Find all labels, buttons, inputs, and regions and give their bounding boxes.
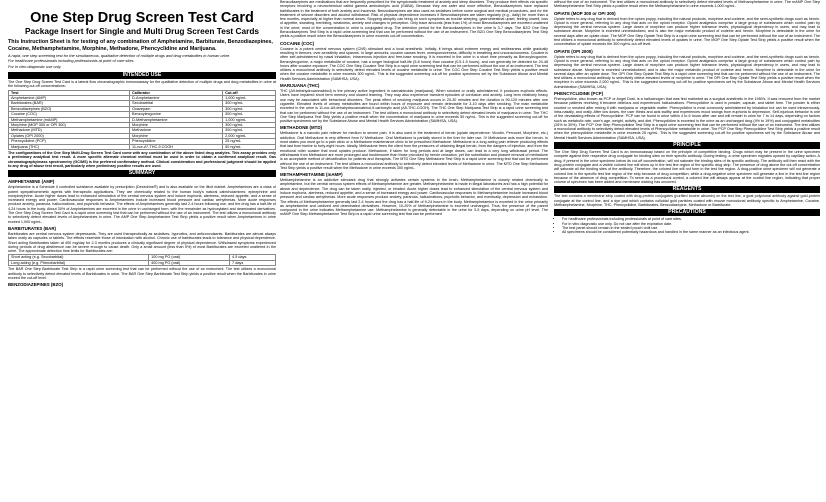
cutoff-table — [8, 90, 276, 150]
table-cell: Marijuana (THC) — [9, 144, 130, 149]
mtd-heading: METHADONE (MTD) — [280, 125, 322, 131]
table-cell: Cocaine (COC) — [9, 112, 130, 117]
intended-use-text: The One Step Drug Screen Test Card is a lateral flow chromatographic immunoassay for the qualitative detection of multiple drugs and drug metabolites in urine at the following cut-off concentrations: — [8, 79, 276, 89]
list-item: • All specimens should be considered potentially hazardous and handled in the same manner as an infectious agent. — [562, 230, 820, 234]
intro-statement: This Instruction Sheet is for testing of any combination of Amphetamine, Barbiturate, Benzodiazepines, Cocaine, Methamphetamine, Morphine, Methadone, Phencyclidine and Marijuana. — [8, 39, 273, 52]
table-cell: Opiates (OPI 2000) — [9, 133, 130, 138]
list-item: • For in vitro diagnostic use only. Do not use after the expiration date. — [562, 222, 820, 226]
pcp-text: Phencyclidine, also known as PCP or Angel Dust, is a hallucinogen that was first marketed as a surgical anesthetic in the 1950's. It was removed from the market because patients receiving it became delirious and experienced hallucinations. Phencyclidine is used in powder, capsule, and tablet form. The powder is either snorted or smoked after mixing it with marijuana or vegetable matter. Phencyclidine is most commonly administered by inhalation but can be used intravenously, intra-nasally, and orally. After low doses, the user thinks and acts swiftly and experiences mood swings from euphoria to depression. Self-injurious behavior is one of the devastating effects of Phencyclidine. PCP can be found in urine within 4 to 6 hours after use and will remain in urine for 7 to 14 days, depending on factors such as metabolic rate, user's age, weight, activity, and diet. Phencyclidine is excreted in the urine as an unchanged drug (4% to 19%) and conjugated metabolites (25% to 30%). The PCP One Step Phencyclidine Test Strip is a rapid urine screening test that can be performed without the use of an instrument. The test utilizes a monoclonal antibody to selectively detect elevated levels of Phencyclidine metabolite in urine. The PCP One Step Phencyclidine Test Strip yields a positive result when the phencyclidine metabolite in urine exceeds 25 ng/mL. This is the suggested screening cut-off for positive specimens set by the Substance Abuse and Mental Health Services Administration (SAMHSA, USA). — [554, 97, 820, 140]
table-row — [9, 106, 276, 111]
coc-text: Cocaine is a potent central nervous system (CNS) stimulant and a local anesthetic. Initially, it brings about extreme energy and restlessness while gradually resulting in tremors, over-sensitivity and spasms. In large amounts, cocaine causes fever, unresponsiveness, difficulty in breathing and unconsciousness. Cocaine is often self-administered by nasal inhalation, intravenous injection and free-base smoking. It is excreted in the urine in a short time primarily as Benzoylecgonine. Benzoylecgonine, a major metabolite of cocaine, has a longer biological half-life (5-8 hours) than cocaine (0.5-1.5 hours), and can generally be detected for 24-48 hours after cocaine exposure. The COC One Step Cocaine Test Strip is a rapid urine screening test that can be performed without the use of an instrument. The test utilizes a monoclonal antibody to selectively detect elevated levels of cocaine metabolite in urine. The COC One Step Cocaine Test Strip yields a positive result when the cocaine metabolite in urine exceeds 300 ng/mL. This is the suggested screening cut-off for positive specimens set by the Substance Abuse and Mental Health Services Administration (SAMHSA, USA). — [280, 46, 548, 81]
table-cell: Morphine (MOP 300 or OPI 300) — [9, 123, 130, 128]
table-cell: Methadone (MTD) — [9, 128, 130, 133]
pcp-heading: PHENCYCLIDINE (PCP) — [554, 91, 604, 97]
principle-text: The One Step Drug Screen Test Card is an immunoassay based on the principle of competitive binding. Drugs which may be present in the urine specimen compete against their respective drug conjugate for binding sites on their specific antibody. During testing, a urine specimen migrates upward by capillary action. A drug, if present in the urine specimen below its cut-off concentration, will not saturate the binding sites of its specific antibody. The antibody will then react with the drug-protein conjugate and a visible colored line will show up in the test line region of the specific drug strip. The presence of drug above the cut-off concentration will saturate all the binding sites of the antibody. Therefore, the colored line will not form in the test line region. A drug-positive urine specimen will not generate a colored line in the specific test line region of the strip because of drug competition, while a drug-negative urine specimen will generate a line in the test line region because of the absence of drug competition. To serve as a procedural control, a colored line will always appear at the control line region, indicating that proper volume of specimen has been added and membrane wicking has occurred. — [554, 150, 820, 185]
table-cell: 100 mg PO (oral) — [149, 255, 230, 260]
table-cell: Morphine — [130, 133, 223, 138]
table-cell: Phencyclidine (PCP) — [9, 139, 130, 144]
coc-heading: COCAINE (COC) — [280, 40, 315, 46]
section-summary: SUMMARY — [8, 170, 276, 177]
table-cell: 300 ng/mL — [223, 106, 276, 111]
mamp-heading: METHAMPHETAMINE (mAMP) — [280, 172, 343, 178]
table-cell: Short acting (e.g. Secobarbital) — [9, 255, 149, 260]
opi2000-text: Opiate refers to any drug that is derived from the opium poppy, including the natural products, morphine and codeine, and the semi-synthetic drugs such as heroin. Opioid is more general, referring to any drug that acts on the opioid receptor. Opioid analgesics comprise a large group of substances which control pain by depressing the central nervous system. Large doses of morphine can produce higher tolerance levels, physiological dependency in users, and may lead to substance abuse. Morphine is excreted unmetabolized, and is also the major metabolic product of codeine and heroin. Morphine is detectable in the urine for several days after an opiate dose. The OPI One Step Opiate Test Strip is a rapid urine screening test that can be performed without the use of an instrument. The test utilizes a monoclonal antibody to selectively detect elevated levels of morphine in urine. The OPI One Step Opiate Test Strip yields a positive result when the morphine in urine exceeds 2,000 ng/mL. This is the suggested screening cut-off for positive specimens set by the Substance Abuse and Mental Health Services Administration (SAMHSA, USA). — [554, 54, 820, 89]
table-cell: 1,000 ng/mL — [223, 95, 276, 100]
intro-ivd: For in vitro diagnostic use only. — [8, 64, 62, 70]
bar-text: Barbiturates are central nervous system depressants. They are used therapeutically as sedatives, hypnotics, and anticonvulsants. Barbiturates are almost always taken orally as capsules or tablets. The effects resemble those of intoxication with alcohol. Chronic use of barbiturates leads to tolerance and physical dependence. Short acting Barbiturates taken at 400 mg/day for 2-3 months produces a clinically significant degree of physical dependence. Withdrawal symptoms experienced during periods of drug abstinence can be severe enough to cause death. Only a small amount (less than 5%) of most Barbiturates are excreted unaltered in the urine. The approximate detection time limits for Barbiturates are: — [8, 231, 276, 254]
thc-text: THC (Δ9-tetrahydrocannabinol) is the primary active ingredient in cannabinoids (marijuana). When smoked or orally administered, it produces euphoric effects. Users have impaired short term memory and slowed learning. They may also experience transient episodes of confusion and anxiety. Long term relatively heavy use may be associated with behavioral disorders. The peak effect of smoking marijuana occurs in 20-30 minutes and the duration is 90-120 minutes after one cigarette. Elevated levels of urinary metabolites are found within hours of exposure and remain detectable for 3-10 days after smoking. The main metabolite excreted in the urine is 11-nor-Δ9-tetrahydrocannabinol-9-carboxylic acid (Δ9-THC-COOH). The THC One Step Marijuana Test Strip is a rapid urine screening test that can be performed without the use of an instrument. The test utilizes a monoclonal antibody to selectively detect elevated levels of marijuana in urine. The THC One Step Marijuana Test Strip yields a positive result when the concentration of marijuana in urine exceeds 50 ng/mL. This is the suggested screening cut-off for positive specimens set by the Substance Abuse and Mental Health Services Administration (SAMHSA, USA). — [280, 89, 548, 124]
opi2000-heading: OPIATE (OPI 2000) — [554, 48, 593, 54]
list-item: • The test panel should remain in the sealed pouch until use. — [562, 226, 820, 230]
barbiturate-table — [8, 254, 276, 266]
table-cell: 2,000 ng/mL — [223, 133, 276, 138]
section-reagents: REAGENTS — [554, 186, 820, 193]
reagents-text: The test contains a membrane strip coated with drug-protein conjugates (purified bovine albumin) on the test line, a goat polyclonal antibody against gold-protein conjugate at the control line, and a dye pad which contains colloidal gold particles coated with mouse monoclonal antibody specific to Amphetamine, Cocaine, Methamphetamine, Morphine, THC, Phencyclidine, Barbiturates, Benzodiazepine, Methadone or Barbiturate. — [554, 194, 820, 207]
table-cell: Long acting (e.g. Phenobarbital) — [9, 260, 149, 265]
table-cell: 300 ng/mL — [223, 112, 276, 117]
precautions-list — [554, 217, 820, 234]
table-cell: 4.5 days — [230, 255, 276, 260]
table-cell: Barbiturates (BAR) — [9, 101, 130, 106]
mamp-text-2: without the use of an instrument. The test utilizes a monoclonal antibody to selectively detect elevated levels of Methamphetamine in urine. The mAMP One Step Methamphetamine Test Strip yields a positive result when the Methamphetamine in urine exceeds 1,000 ng/mL. — [554, 0, 820, 9]
mtd-text: Methadone is a narcotic pain reliever for medium to severe pain. It is also used in the treatment of heroin (opiate dependence: Vicodin, Percocet, Morphine, etc.) addiction. Oral Methadone is very different from IV Methadone. Oral Methadone is partially stored in the liver for later use. IV Methadone acts more like heroin. In most states you must go to a pain clinic or a Methadone maintenance clinic to be prescribed Methadone. Methadone is a long acting pain reliever producing effects that last from twelve to forty-eight hours. Ideally, Methadone frees the client from the pressures of obtaining illegal heroin, from the dangers of injection, and from the emotional roller coaster that most opiates produce. Methadone, if taken for long periods and at large doses, can lead to a very long withdrawal period. The withdrawals from Methadone are more prolonged and troublesome than those provoked by heroin cessation, yet the substitution and phased removal of methadone is an acceptable method of detoxification for patients and therapists. The MTD One Step Methadone Test Strip is a rapid urine screening test that can be performed without the use of an instrument. The test utilizes a monoclonal antibody to selectively detect elevated levels of Methadone in urine. The MTD One Step Methadone Test Strip yields a positive result when the Methadone in urine exceeds 300 ng/mL. — [280, 131, 548, 170]
table-cell: Amphetamine (AMP) — [9, 95, 130, 100]
bar-text-2: The BAR One Step Barbiturate Test Strip is a rapid urine screening test that can be performed without the use of an instrument. The test utilizes a monoclonal antibody to selectively detect elevated levels of Barbiturates in urine. The BAR One Step Barbiturate Test Strip yields a positive result when the Barbiturates in urine exceed the cut-off level. — [8, 267, 276, 280]
table-cell: 400 mg PO (oral) — [149, 260, 230, 265]
cutoff-header-test: Test — [9, 90, 130, 95]
column-2 — [280, 0, 548, 218]
table-cell: Oxazepam — [130, 106, 223, 111]
opi300-heading: OPIATE (MOP 300 or OPI 300) — [554, 10, 616, 16]
table-row — [9, 123, 276, 128]
table-cell: 50 ng/mL — [223, 144, 276, 149]
opi300-text: Opiate refers to any drug that is derived from the opium poppy, including the natural products, morphine and codeine, and the semi-synthetic drugs such as heroin. Opioid is more general, referring to any drug that acts on the opioid receptor. Opioid analgesics comprise a large group of substances which control pain by depressing the central nervous system. Large doses of morphine can produce higher tolerance levels, physiological dependency in users, and may lead to substance abuse. Morphine is excreted unmetabolized, and is also the major metabolic product of codeine and heroin. Morphine is detectable in the urine for several days after an opiate dose. The MOP One Step Opiate Test Strip is a rapid urine screening test that can be performed without the use of an instrument. The test utilizes a monoclonal antibody to selectively detect elevated levels of opiates in urine. The MOP One Step Opiate Test Strip yields a positive result when the concentration of opiate exceeds the 300 ng/mL cut-off level. — [554, 16, 820, 47]
table-cell: Secobarbital — [130, 101, 223, 106]
table-cell: 11-nor-Δ⁹-THC-9 COOH — [130, 144, 223, 149]
table-cell: D-Amphetamine — [130, 95, 223, 100]
table-cell: 7 days — [230, 260, 276, 265]
amp-text: Amphetamine is a Schedule II controlled substance available by prescription (Dexedrine®) and is also available on the illicit market. Amphetamines are a class of potent sympathomimetic agents with therapeutic applications. They are chemically related to the human body's natural catecholamines: epinephrine and norepinephrine. Acute higher doses lead to enhanced stimulation of the central nervous system and induce euphoria, alertness, reduced appetite, and a sense of increased energy and power. Cardiovascular responses to Amphetamines include increased blood pressure and cardiac arrhythmias. More acute responses produce anxiety, paranoia, hallucinations, and psychotic behavior. The effects of Amphetamines generally last 2-4 hours following use, and the drug has a half-life of 4-24 hours in the body. About 30% of Amphetamines are excreted in the urine in unchanged form, with the remainder as hydroxylated and deaminated derivatives. The One Step Drug Screen Test Card is a rapid urine screening test that can be performed without the use of an instrument. The test utilizes a monoclonal antibody to selectively detect elevated levels of Amphetamines in urine. The AMP One Step Amphetamine Test Strip yields a positive result when Amphetamines in urine exceed 1,000 ng/mL. — [8, 185, 276, 224]
column-3 — [554, 0, 820, 234]
table-cell: 300 ng/mL — [223, 123, 276, 128]
configuration-text: The configurations of the One Step Multi-Drug Screen Test Card come with any combination of the above listed drug analytes. This assay provides only a preliminary analytical test result. A more specific alternate chemical method must be used in order to obtain a confirmed analytical result. Gas chromatography/mass spectrometry (GC/MS) is the preferred confirmatory method. Clinical consideration and professional judgment should be applied to any drug of abuse test result, particularly when preliminary positive results are used. — [8, 151, 276, 168]
table-row — [9, 260, 276, 265]
thc-heading: MARIJUANA (THC) — [280, 83, 320, 89]
intro-audience: For healthcare professionals including professionals at point of care sites. — [8, 58, 135, 64]
amp-heading: AMPHETAMINE (AMP) — [8, 179, 55, 185]
list-item: • For healthcare professionals including professionals at point of care sites. — [562, 217, 820, 221]
table-cell: Benzoylecgonine — [130, 112, 223, 117]
cutoff-header-cutoff: Cut-off — [223, 90, 276, 95]
table-cell: Phencyclidine — [130, 139, 223, 144]
table-cell: 300 ng/mL — [223, 128, 276, 133]
table-row — [9, 144, 276, 149]
bzo-heading: BENZODIAZEPINES (BZO) — [8, 282, 64, 288]
table-row — [9, 117, 276, 122]
bar-heading: BARBITURATES (BAR) — [8, 225, 56, 231]
table-cell: Methamphetamine (mAMP) — [9, 117, 130, 122]
column-1 — [8, 10, 276, 288]
table-cell: Morphine — [130, 123, 223, 128]
bzo-text: Benzodiazepines are medications that are frequently prescribed for the symptomatic treatment of anxiety and sleep disorders. They produce their effects via specific receptors involving a neurochemical called gamma aminobutyric acid (GABA). Because they are safer and more effective, Benzodiazepines have replaced barbiturates in the treatment of both anxiety and insomnia. Benzodiazepines are also used as sedatives before some surgical and medical procedures, and for the treatment of seizure disorders and alcohol withdrawal. Risk of physical dependence increases if Benzodiazepines are taken regularly (e.g., daily) for more than a few months, especially at higher than normal doses. Stopping abruptly can bring on such symptoms as trouble sleeping, gastrointestinal upset, feeling unwell, loss of appetite, sweating, trembling, weakness, anxiety and changes in perception. Only trace amounts (less than 1%) of most Benzodiazepines are excreted unaltered in the urine; most of the concentration in urine is conjugated drug. The detection period for the Benzodiazepines in the urine is 3-7 days. The BZO One Step Benzodiazepines Test Strip is a rapid urine-screening test that can be performed without the use of an instrument. The BZO One Step Benzodiazepines Test Strip yields a positive result when the Benzodiazepines in urine exceeds cut-off concentration. — [280, 0, 548, 39]
section-principle: PRINCIPLE — [554, 142, 820, 149]
section-intended-use: INTENDED USE — [8, 72, 276, 79]
table-cell: 1,000 ng/mL — [223, 117, 276, 122]
page-title: One Step Drug Screen Test Card — [30, 10, 254, 26]
table-cell: 25 ng/mL — [223, 139, 276, 144]
mamp-text: Methamphetamine is an addictive stimulant drug that strongly activates certain systems in the brain. Methamphetamine is closely related chemically to amphetamine, but the central nervous system effects of Methamphetamine are greater. Methamphetamine is made in illegal laboratories and has a high potential for abuse and dependence. The drug can be taken orally, injected, or inhaled. Acute higher doses lead to enhanced stimulation of the central nervous system and induce euphoria, alertness, reduced appetite, and a sense of increased energy and power. Cardiovascular responses to Methamphetamine include increased blood pressure and cardiac arrhythmias. More acute responses produce anxiety, paranoia, hallucinations, psychotic behavior, and eventually, depression and exhaustion. The effects of Methamphetamine generally last 2-4 hours and the drug has a half-life of 9-24 hours in the body. Methamphetamine is excreted in the urine primarily as amphetamine and oxidized and deaminated derivatives. However, 10-20% of Methamphetamine is excreted unchanged. Thus, the presence of the parent compound in the urine indicates Methamphetamine use. Methamphetamine is generally detectable in the urine for 3-5 days, depending on urine pH level. The mAMP One Step Methamphetamine Test Strip is a rapid urine screening test that can be performed — [280, 178, 548, 217]
table-cell: 300 ng/mL — [223, 101, 276, 106]
page-subtitle: Package Insert for Single and Multi Drug Screen Test Cards — [24, 26, 260, 36]
table-cell: Methadone — [130, 128, 223, 133]
section-precautions: PRECAUTIONS — [554, 209, 820, 216]
cutoff-header-calibrator: Calibrator — [130, 90, 223, 95]
table-cell: D-Methamphetamine — [130, 117, 223, 122]
table-cell: Benzodiazepines (BZO) — [9, 106, 130, 111]
intro-description: A rapid, one step screening test for the simultaneous, qualitative detection of multiple drugs and drug metabolites in human urine. — [8, 52, 231, 58]
